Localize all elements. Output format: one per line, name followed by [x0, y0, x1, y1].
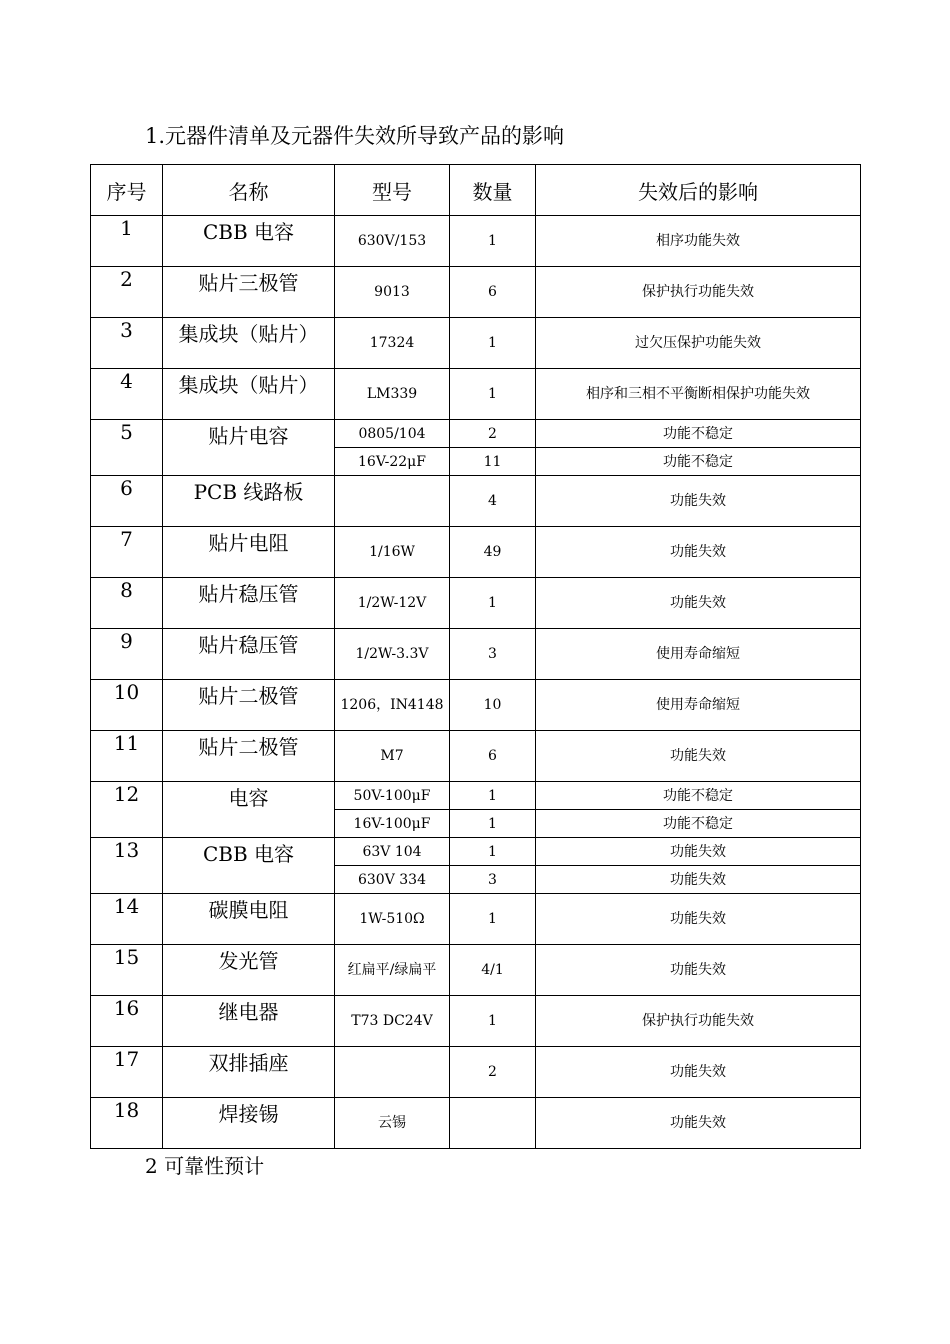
cell-effect: 功能失效 — [536, 1098, 861, 1149]
table-row — [91, 680, 861, 731]
cell-seq: 16 — [91, 996, 163, 1047]
cell-qty: 1 — [450, 996, 536, 1047]
cell-qty: 49 — [450, 527, 536, 578]
cell-model: 红扁平/绿扁平 — [335, 945, 450, 996]
cell-seq: 4 — [91, 369, 163, 420]
cell-model: 16V-22μF — [335, 448, 450, 476]
cell-effect: 使用寿命缩短 — [536, 680, 861, 731]
table-row — [91, 996, 861, 1047]
col-header-model: 型号 — [335, 165, 450, 216]
section-subheading: 2 可靠性预计 — [145, 1154, 265, 1178]
cell-seq: 13 — [91, 838, 163, 894]
cell-seq: 15 — [91, 945, 163, 996]
cell-qty: 1 — [450, 318, 536, 369]
cell-name: 焊接锡 — [163, 1098, 335, 1149]
component-table — [90, 164, 861, 1149]
table-body — [91, 216, 861, 1149]
cell-name: 发光管 — [163, 945, 335, 996]
cell-name: 贴片二极管 — [163, 680, 335, 731]
cell-name: CBB 电容 — [163, 216, 335, 267]
cell-seq: 1 — [91, 216, 163, 267]
cell-effect: 保护执行功能失效 — [536, 996, 861, 1047]
cell-qty: 6 — [450, 731, 536, 782]
cell-effect: 功能失效 — [536, 1047, 861, 1098]
cell-qty: 10 — [450, 680, 536, 731]
table-row — [91, 216, 861, 267]
cell-model: 0805/104 — [335, 420, 450, 448]
cell-name: 贴片稳压管 — [163, 629, 335, 680]
table-row — [91, 369, 861, 420]
cell-effect: 功能失效 — [536, 527, 861, 578]
cell-name: 双排插座 — [163, 1047, 335, 1098]
col-header-qty: 数量 — [450, 165, 536, 216]
cell-model: LM339 — [335, 369, 450, 420]
cell-effect: 功能不稳定 — [536, 448, 861, 476]
cell-effect: 使用寿命缩短 — [536, 629, 861, 680]
cell-model: 630V/153 — [335, 216, 450, 267]
cell-qty: 2 — [450, 1047, 536, 1098]
cell-seq: 17 — [91, 1047, 163, 1098]
cell-seq: 10 — [91, 680, 163, 731]
cell-name: 电容 — [163, 782, 335, 838]
cell-name: 贴片二极管 — [163, 731, 335, 782]
cell-qty: 4/1 — [450, 945, 536, 996]
cell-name: 继电器 — [163, 996, 335, 1047]
table-header-row — [91, 165, 861, 216]
cell-seq: 7 — [91, 527, 163, 578]
cell-model: 云锡 — [335, 1098, 450, 1149]
cell-qty: 1 — [450, 782, 536, 810]
cell-name: 贴片电阻 — [163, 527, 335, 578]
col-header-name: 名称 — [163, 165, 335, 216]
cell-effect: 功能失效 — [536, 894, 861, 945]
cell-name: 碳膜电阻 — [163, 894, 335, 945]
cell-model: M7 — [335, 731, 450, 782]
cell-model: 1206，IN4148 — [335, 680, 450, 731]
cell-seq: 3 — [91, 318, 163, 369]
cell-effect: 相序和三相不平衡断相保护功能失效 — [536, 369, 861, 420]
cell-qty: 1 — [450, 810, 536, 838]
cell-qty: 1 — [450, 369, 536, 420]
cell-qty: 1 — [450, 894, 536, 945]
cell-qty: 3 — [450, 866, 536, 894]
cell-name: PCB 线路板 — [163, 476, 335, 527]
cell-effect: 功能失效 — [536, 945, 861, 996]
table-row — [91, 945, 861, 996]
cell-effect: 功能失效 — [536, 866, 861, 894]
table-row — [91, 476, 861, 527]
cell-effect: 功能不稳定 — [536, 810, 861, 838]
col-header-effect: 失效后的影响 — [536, 165, 861, 216]
table-row — [91, 267, 861, 318]
col-header-seq: 序号 — [91, 165, 163, 216]
table-row — [91, 838, 861, 866]
cell-name: 集成块（贴片） — [163, 318, 335, 369]
cell-model — [335, 1047, 450, 1098]
cell-qty: 3 — [450, 629, 536, 680]
cell-qty: 4 — [450, 476, 536, 527]
cell-model: 16V-100μF — [335, 810, 450, 838]
table-row — [91, 894, 861, 945]
table-row — [91, 420, 861, 448]
cell-seq: 6 — [91, 476, 163, 527]
table-row — [91, 527, 861, 578]
cell-seq: 14 — [91, 894, 163, 945]
cell-name: 集成块（贴片） — [163, 369, 335, 420]
cell-qty: 2 — [450, 420, 536, 448]
cell-model: 17324 — [335, 318, 450, 369]
table-row — [91, 318, 861, 369]
cell-qty: 1 — [450, 838, 536, 866]
cell-effect: 相序功能失效 — [536, 216, 861, 267]
cell-model: 1/2W-12V — [335, 578, 450, 629]
cell-model: 9013 — [335, 267, 450, 318]
cell-qty: 1 — [450, 578, 536, 629]
table-row — [91, 578, 861, 629]
cell-effect: 功能失效 — [536, 578, 861, 629]
cell-model: 630V 334 — [335, 866, 450, 894]
cell-model: 50V-100μF — [335, 782, 450, 810]
cell-name: 贴片三极管 — [163, 267, 335, 318]
cell-effect: 功能失效 — [536, 476, 861, 527]
cell-model: 1/2W-3.3V — [335, 629, 450, 680]
cell-model — [335, 476, 450, 527]
cell-effect: 保护执行功能失效 — [536, 267, 861, 318]
cell-qty: 11 — [450, 448, 536, 476]
cell-effect: 功能失效 — [536, 838, 861, 866]
table-row — [91, 731, 861, 782]
section-heading: 1.元器件清单及元器件失效所导致产品的影响 — [145, 124, 565, 148]
cell-name: CBB 电容 — [163, 838, 335, 894]
cell-qty — [450, 1098, 536, 1149]
cell-seq: 5 — [91, 420, 163, 476]
cell-qty: 1 — [450, 216, 536, 267]
cell-model: 63V 104 — [335, 838, 450, 866]
table-row — [91, 629, 861, 680]
cell-effect: 功能不稳定 — [536, 420, 861, 448]
cell-model: 1/16W — [335, 527, 450, 578]
cell-name: 贴片电容 — [163, 420, 335, 476]
cell-seq: 2 — [91, 267, 163, 318]
cell-seq: 9 — [91, 629, 163, 680]
cell-seq: 8 — [91, 578, 163, 629]
cell-effect: 功能不稳定 — [536, 782, 861, 810]
table-row — [91, 1047, 861, 1098]
table-row — [91, 782, 861, 810]
cell-seq: 11 — [91, 731, 163, 782]
cell-effect: 功能失效 — [536, 731, 861, 782]
cell-model: 1W-510Ω — [335, 894, 450, 945]
cell-qty: 6 — [450, 267, 536, 318]
cell-seq: 12 — [91, 782, 163, 838]
table-row — [91, 1098, 861, 1149]
cell-model: T73 DC24V — [335, 996, 450, 1047]
cell-effect: 过欠压保护功能失效 — [536, 318, 861, 369]
cell-seq: 18 — [91, 1098, 163, 1149]
cell-name: 贴片稳压管 — [163, 578, 335, 629]
